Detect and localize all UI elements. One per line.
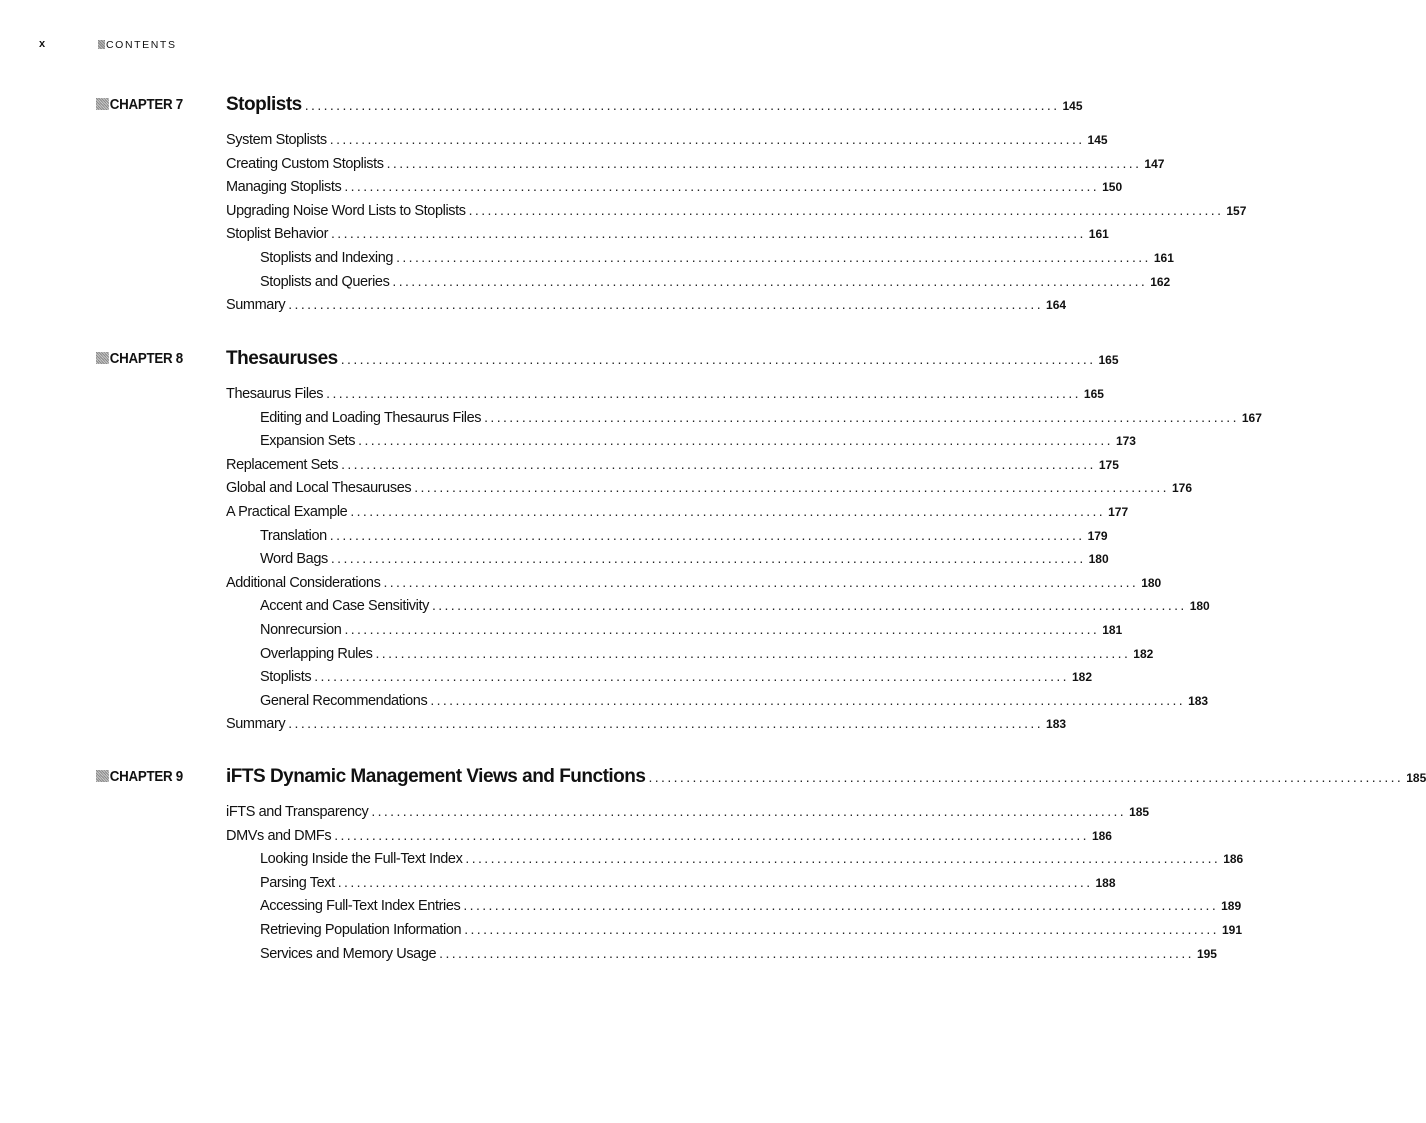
entry-title: Summary <box>226 716 286 733</box>
toc-subentry[interactable] <box>260 642 1154 664</box>
dot-leader: ........................................................................................................................ <box>468 201 1224 218</box>
dot-leader: ........................................................................................................................ <box>350 503 1106 519</box>
toc-entry[interactable] <box>226 571 1162 593</box>
entry-title: Expansion Sets <box>260 433 356 450</box>
entry-page-number: 165 <box>1083 387 1104 401</box>
chapter-title: iFTS Dynamic Management Views and Functions <box>226 766 646 787</box>
dot-leader: ........................................................................................................................ <box>304 97 1060 113</box>
chapter-title: Thesauruses <box>226 348 338 369</box>
entry-title: General Recommendations <box>260 692 428 709</box>
entry-page-number: 179 <box>1087 528 1108 543</box>
entry-title: Managing Stoplists <box>226 179 342 196</box>
chapter-label-text: CHAPTER 9 <box>109 769 183 785</box>
toc-entry[interactable] <box>226 500 1129 522</box>
entry-page-number: 161 <box>1153 251 1174 265</box>
toc-entry[interactable] <box>226 222 1109 244</box>
toc-entry[interactable] <box>226 199 1247 221</box>
entry-title: Stoplist Behavior <box>226 226 329 243</box>
entry-page-number: 183 <box>1046 717 1067 732</box>
entry-page-number: 195 <box>1196 946 1217 961</box>
entry-title: Accent and Case Sensitivity <box>260 598 429 615</box>
dot-leader: ........................................................................................................................ <box>331 225 1086 242</box>
entry-title: Word Bags <box>260 551 328 568</box>
dot-leader: ........................................................................................................................ <box>392 272 1148 289</box>
dot-leader: ........................................................................................................................ <box>431 597 1187 614</box>
entry-title: Services and Memory Usage <box>260 945 437 962</box>
entry-title: Stoplists and Queries <box>260 273 390 290</box>
dot-leader: ........................................................................................................................ <box>464 921 1219 937</box>
toc-entry[interactable] <box>226 175 1123 197</box>
dot-leader: ........................................................................................................................ <box>288 296 1044 313</box>
entry-page-number: 175 <box>1098 457 1119 472</box>
dot-leader: ........................................................................................................................ <box>463 897 1219 914</box>
entry-title: Translation <box>260 527 327 544</box>
dot-leader: ........................................................................................................................ <box>344 178 1100 195</box>
entry-page-number: 185 <box>1129 805 1150 819</box>
dot-leader: ........................................................................................................................ <box>430 691 1186 708</box>
entry-title: Editing and Loading Thesaurus Files <box>260 409 482 426</box>
entry-page-number: 188 <box>1095 875 1116 890</box>
entry-title: Summary <box>226 297 286 314</box>
entry-page-number: 186 <box>1223 852 1244 867</box>
entry-page-number: 147 <box>1144 156 1165 171</box>
dot-leader: ........................................................................................................................ <box>375 644 1131 661</box>
toc-subentry[interactable] <box>260 429 1136 451</box>
chapter-title-link[interactable] <box>226 347 1119 371</box>
chapter-label <box>96 93 183 117</box>
entry-page-number: 180 <box>1189 599 1210 614</box>
chapter-marker-icon <box>96 98 109 110</box>
chapter-title: Stoplists <box>226 94 302 115</box>
entry-page-number: 191 <box>1221 923 1242 937</box>
dot-leader: ........................................................................................................................ <box>314 668 1069 685</box>
entry-title: System Stoplists <box>226 132 327 148</box>
entry-title: Additional Considerations <box>226 574 381 591</box>
entry-page-number: 162 <box>1150 274 1171 289</box>
toc-subentry[interactable] <box>260 547 1109 569</box>
dot-leader: ........................................................................................................................ <box>484 408 1239 425</box>
dot-leader: ........................................................................................................................ <box>340 351 1096 367</box>
toc-subentry[interactable] <box>260 942 1217 964</box>
toc-subentry[interactable] <box>260 871 1116 893</box>
entry-title: Replacement Sets <box>226 456 339 473</box>
chapter-label <box>96 765 183 789</box>
entry-title: Parsing Text <box>260 874 335 891</box>
dot-leader: ........................................................................................................................ <box>288 715 1044 732</box>
dot-leader: ........................................................................................................................ <box>334 826 1089 843</box>
chapter-marker-icon <box>96 770 109 782</box>
entry-title: A Practical Example <box>226 504 348 520</box>
dot-leader: ........................................................................................................................ <box>337 873 1093 890</box>
toc-subentry[interactable] <box>260 894 1242 916</box>
dot-leader: ........................................................................................................................ <box>326 385 1081 401</box>
entry-title: Nonrecursion <box>260 622 342 638</box>
entry-page-number: 145 <box>1087 133 1108 147</box>
entry-title: Retrieving Population Information <box>260 922 462 938</box>
dot-leader: ........................................................................................................................ <box>439 944 1194 961</box>
running-head <box>0 38 816 54</box>
entry-title: Stoplists and Indexing <box>260 250 394 266</box>
chapter-title-link[interactable] <box>226 93 1083 117</box>
entry-page-number: 180 <box>1088 552 1109 567</box>
dot-leader: ........................................................................................................................ <box>383 573 1139 590</box>
chapter-page-number: 185 <box>1406 771 1426 785</box>
toc-entry[interactable] <box>226 824 1112 846</box>
dot-leader: ........................................................................................................................ <box>371 803 1127 819</box>
entry-title: Accessing Full-Text Index Entries <box>260 898 461 915</box>
chapter-label <box>96 347 183 371</box>
entry-page-number: 161 <box>1088 227 1109 242</box>
entry-page-number: 173 <box>1115 434 1136 449</box>
chapter-label-text: CHAPTER 7 <box>109 97 183 113</box>
dot-leader: ........................................................................................................................ <box>414 479 1169 496</box>
dot-leader: ........................................................................................................................ <box>344 621 1100 637</box>
dot-leader: ........................................................................................................................ <box>329 131 1085 147</box>
entry-page-number: 186 <box>1091 828 1112 843</box>
section-marker-icon <box>98 40 105 49</box>
toc-entry[interactable] <box>226 293 1067 315</box>
toc-subentry[interactable] <box>260 665 1092 687</box>
entry-page-number: 177 <box>1108 505 1129 519</box>
entry-page-number: 164 <box>1046 298 1067 313</box>
toc-subentry[interactable] <box>260 594 1210 616</box>
chapter-label-text: CHAPTER 8 <box>109 351 183 367</box>
entry-page-number: 167 <box>1241 410 1262 425</box>
chapter-title-link[interactable] <box>226 765 1426 789</box>
toc-entry[interactable] <box>226 128 1108 150</box>
page-number: x <box>39 38 46 50</box>
toc-entry[interactable] <box>226 453 1119 475</box>
entry-title: DMVs and DMFs <box>226 827 332 844</box>
entry-page-number: 181 <box>1102 623 1123 637</box>
toc-subentry[interactable] <box>260 689 1209 711</box>
entry-page-number: 189 <box>1221 899 1242 914</box>
toc-subentry[interactable] <box>260 524 1108 546</box>
chapter-marker-icon <box>96 352 109 364</box>
entry-page-number: 183 <box>1188 693 1209 708</box>
dot-leader: ........................................................................................................................ <box>341 455 1096 472</box>
toc-subentry[interactable] <box>260 406 1262 428</box>
toc-entry[interactable] <box>226 800 1150 822</box>
entry-title: Upgrading Noise Word Lists to Stoplists <box>226 202 466 219</box>
dot-leader: ........................................................................................................................ <box>329 526 1085 543</box>
chapter-page-number: 145 <box>1062 99 1083 113</box>
running-head-title: CONTENTS <box>106 39 177 51</box>
dot-leader: ........................................................................................................................ <box>396 249 1151 265</box>
dot-leader: ........................................................................................................................ <box>648 769 1404 785</box>
entry-page-number: 176 <box>1171 481 1193 496</box>
entry-title: Stoplists <box>260 669 312 686</box>
toc-subentry[interactable] <box>260 270 1171 292</box>
dot-leader: ........................................................................................................................ <box>465 850 1221 867</box>
entry-title: Looking Inside the Full-Text Index <box>260 851 463 868</box>
toc-entry[interactable] <box>226 382 1104 404</box>
chapter-page-number: 165 <box>1098 353 1119 367</box>
entry-title: iFTS and Transparency <box>226 804 369 820</box>
toc-subentry[interactable] <box>260 246 1174 268</box>
dot-leader: ........................................................................................................................ <box>330 550 1086 567</box>
entry-page-number: 180 <box>1141 575 1162 590</box>
entry-title: Creating Custom Stoplists <box>226 155 384 172</box>
entry-page-number: 182 <box>1071 670 1092 685</box>
entry-title: Thesaurus Files <box>226 386 324 402</box>
dot-leader: ........................................................................................................................ <box>358 432 1113 449</box>
dot-leader: ........................................................................................................................ <box>386 154 1142 171</box>
toc-entry[interactable] <box>226 712 1067 734</box>
entry-title: Global and Local Thesauruses <box>226 480 412 497</box>
toc-entry[interactable] <box>226 152 1165 174</box>
toc-subentry[interactable] <box>260 847 1244 869</box>
toc-subentry[interactable] <box>260 618 1123 640</box>
toc-subentry[interactable] <box>260 918 1242 940</box>
entry-page-number: 182 <box>1133 646 1154 661</box>
entry-title: Overlapping Rules <box>260 645 373 662</box>
toc-entry[interactable] <box>226 476 1193 498</box>
entry-page-number: 150 <box>1102 180 1123 195</box>
entry-page-number: 157 <box>1226 203 1247 218</box>
